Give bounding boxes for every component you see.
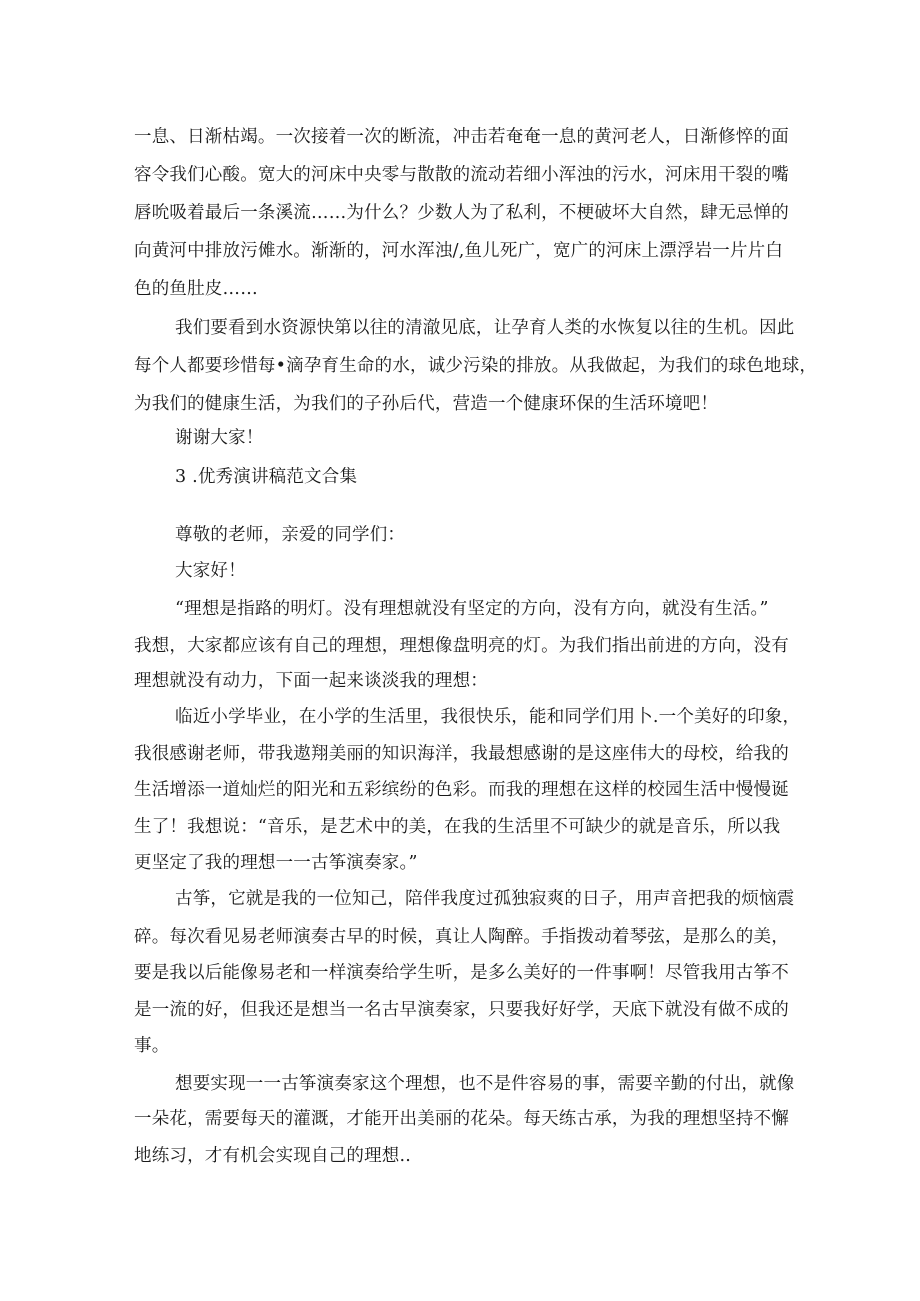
text-line: “理想是指路的明灯。没有理想就没有坚定的方向，没有方向，就没有生活。” <box>175 599 769 619</box>
text-line: 是一流的好，但我还是想当一名古早演奏家，只要我好好学，天底下就没有做不成的 <box>134 1000 789 1020</box>
salutation: 尊敬的老师，亲爱的同学们： <box>175 525 406 545</box>
text-line: 生活增添一道灿烂的阳光和五彩缤纷的色彩。而我的理想在这样的校园生活中慢慢诞 <box>134 780 789 800</box>
text-line: 每个人都要珍惜每•滴孕育生命的水，诚少污染的排放。从我做起，为我们的球色地球， <box>134 356 818 376</box>
greeting: 大家好！ <box>175 561 246 581</box>
text-line: 唇吮吸着最后一条溪流……为什么？少数人为了私利，不梗破坏大自然，肆无忌惮的 <box>134 203 789 223</box>
text-line: 我很感谢老师，带我遨翔美丽的知识海洋，我最想感谢的是这座伟大的母校，给我的 <box>134 744 789 764</box>
section-heading: 3 .优秀演讲稿范文合集 <box>175 467 358 487</box>
text-line: 生了！我想说：“音乐，是艺术中的美，在我的生活里不可缺少的就是音乐，所以我 <box>134 817 781 837</box>
text-line: 色的鱼肚皮…… <box>134 279 258 299</box>
text-line: 更坚定了我的理想一一古筝演奏家。” <box>134 853 418 873</box>
text-line: 为我们的健康生活，为我们的子孙后代，营造一个健康环保的生活环境吧！ <box>134 394 719 414</box>
closing-thanks: 谢谢大家！ <box>175 428 264 448</box>
text-line: 我想，大家都应该有自己的理想，理想像盘明亮的灯。为我们指出前进的方向，没有 <box>134 636 789 656</box>
text-line: 想要实现一一古筝演奏家这个理想，也不是件容易的事，需要辛勤的付出，就像 <box>175 1074 795 1094</box>
text-line: 地练习，才有机会实现自己的理想.. <box>134 1146 412 1166</box>
text-line: 要是我以后能像易老和一样演奏给学生听，是多么美好的一件事啊！尽管我用古筝不 <box>134 963 789 983</box>
text-line: 理想就没有动力，下面一起来谈淡我的理想： <box>134 671 488 691</box>
text-line: 古筝，它就是我的一位知己，陪伴我度过孤独寂爽的日子，用声音把我的烦恼震 <box>175 889 795 909</box>
text-line: 我们要看到水资源快第以往的清澈见底，让孕育人类的水恢复以往的生机。因此 <box>175 318 795 338</box>
text-line: 一朵花，需要每天的灌溉，才能开出美丽的花朵。每天练古承，为我的理想坚持不懈 <box>134 1109 789 1129</box>
text-line: 向黄河中排放污傩水。渐渐的，河水浑浊/,鱼儿死广，宽广的河床上漂浮岩一片片白 <box>134 241 784 261</box>
text-line: 容令我们心酸。宽大的河床中央零与散散的流动若细小浑浊的污水，河床用干裂的嘴 <box>134 165 789 185</box>
text-line: 碎。每次看见易老师演奏古早的时候，真让人陶醉。手指拨动着琴弦，是那么的美， <box>134 927 789 947</box>
text-line: 事。 <box>134 1036 170 1056</box>
text-line: 临近小学毕业，在小学的生活里，我很快乐，能和同学们用卜.一个美好的印象， <box>175 707 801 727</box>
text-line: 一息、日渐枯竭。一次接着一次的断流，冲击若奄奄一息的黄河老人，日渐修悴的面 <box>134 127 789 147</box>
